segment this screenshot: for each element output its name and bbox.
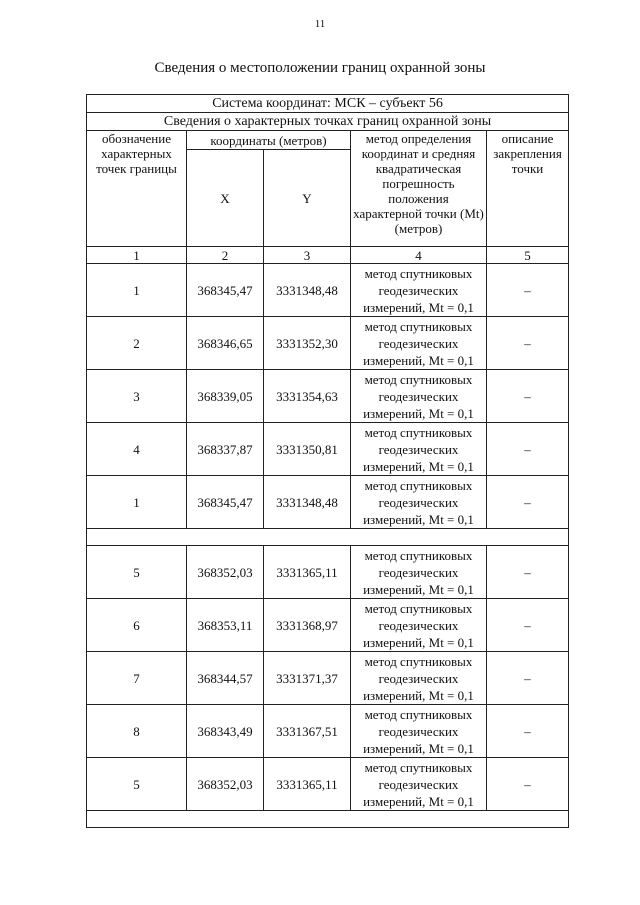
table-row [87, 423, 569, 476]
x-cell: 368344,57 [187, 652, 264, 705]
y-cell: 3331368,97 [264, 599, 351, 652]
y-cell: 3331352,30 [264, 317, 351, 370]
method-cell: метод спутниковых геодезических измерений, Mt = 0,1 [351, 758, 487, 811]
x-cell: 368337,87 [187, 423, 264, 476]
method-cell: метод спутниковых геодезических измерений, Mt = 0,1 [351, 599, 487, 652]
point-cell: 7 [87, 652, 187, 705]
x-cell: 368339,05 [187, 370, 264, 423]
description-cell: – [487, 476, 569, 529]
description-cell: – [487, 546, 569, 599]
coordinate-system-row [87, 95, 569, 113]
section-title-row [87, 113, 569, 131]
coordinate-system-cell: Система координат: МСК – субъект 56 [87, 95, 569, 113]
table-row [87, 758, 569, 811]
document-title: Сведения о местоположении границ охранной зоны [154, 60, 486, 76]
point-cell: 5 [87, 546, 187, 599]
column-numbers-row [87, 247, 569, 264]
y-cell: 3331354,63 [264, 370, 351, 423]
point-cell: 2 [87, 317, 187, 370]
section-title-cell: Сведения о характерных точках границ охранной зоны [87, 113, 569, 131]
description-cell: – [487, 317, 569, 370]
method-cell: метод спутниковых геодезических измерений, Mt = 0,1 [351, 476, 487, 529]
description-cell: – [487, 599, 569, 652]
method-cell: метод спутниковых геодезических измерений, Mt = 0,1 [351, 705, 487, 758]
column-number: 4 [351, 247, 487, 264]
point-cell: 8 [87, 705, 187, 758]
x-cell: 368352,03 [187, 758, 264, 811]
column-number: 1 [87, 247, 187, 264]
column-number: 5 [487, 247, 569, 264]
y-cell: 3331371,37 [264, 652, 351, 705]
table-row [87, 546, 569, 599]
header-x: X [187, 150, 264, 247]
point-cell: 1 [87, 476, 187, 529]
table-row [87, 476, 569, 529]
method-cell: метод спутниковых геодезических измерений, Mt = 0,1 [351, 652, 487, 705]
header-y: Y [264, 150, 351, 247]
table-row [87, 599, 569, 652]
y-cell: 3331350,81 [264, 423, 351, 476]
description-cell: – [487, 264, 569, 317]
x-cell: 368345,47 [187, 264, 264, 317]
point-cell: 4 [87, 423, 187, 476]
description-cell: – [487, 758, 569, 811]
table-row [87, 652, 569, 705]
method-cell: метод спутниковых геодезических измерений, Mt = 0,1 [351, 546, 487, 599]
column-number: 2 [187, 247, 264, 264]
x-cell: 368346,65 [187, 317, 264, 370]
table-row [87, 317, 569, 370]
column-number: 3 [264, 247, 351, 264]
coordinates-table [86, 94, 569, 828]
description-cell: – [487, 370, 569, 423]
x-cell: 368353,11 [187, 599, 264, 652]
description-cell: – [487, 705, 569, 758]
method-cell: метод спутниковых геодезических измерений, Mt = 0,1 [351, 264, 487, 317]
method-cell: метод спутниковых геодезических измерений, Mt = 0,1 [351, 317, 487, 370]
x-cell: 368343,49 [187, 705, 264, 758]
description-cell: – [487, 423, 569, 476]
end-cell [87, 811, 569, 828]
y-cell: 3331348,48 [264, 264, 351, 317]
method-cell: метод спутниковых геодезических измерений, Mt = 0,1 [351, 423, 487, 476]
point-cell: 6 [87, 599, 187, 652]
point-cell: 5 [87, 758, 187, 811]
header-method: метод определения координат и средняя квадратическая погрешность положения характерной точки (Mt) (метров) [351, 131, 487, 247]
header-row [87, 131, 569, 150]
y-cell: 3331365,11 [264, 546, 351, 599]
x-cell: 368352,03 [187, 546, 264, 599]
page-number: 11 [314, 18, 326, 30]
x-cell: 368345,47 [187, 476, 264, 529]
point-cell: 1 [87, 264, 187, 317]
point-cell: 3 [87, 370, 187, 423]
separator-cell [87, 529, 569, 546]
y-cell: 3331367,51 [264, 705, 351, 758]
header-point: обозначение характерных точек границы [87, 131, 187, 247]
table-row [87, 370, 569, 423]
method-cell: метод спутниковых геодезических измерений, Mt = 0,1 [351, 370, 487, 423]
description-cell: – [487, 652, 569, 705]
y-cell: 3331365,11 [264, 758, 351, 811]
table-row [87, 705, 569, 758]
contour-separator-row [87, 529, 569, 546]
header-coordinates: координаты (метров) [187, 131, 351, 150]
table-row [87, 264, 569, 317]
header-description: описание закрепления точки [487, 131, 569, 247]
y-cell: 3331348,48 [264, 476, 351, 529]
table-end-row [87, 811, 569, 828]
